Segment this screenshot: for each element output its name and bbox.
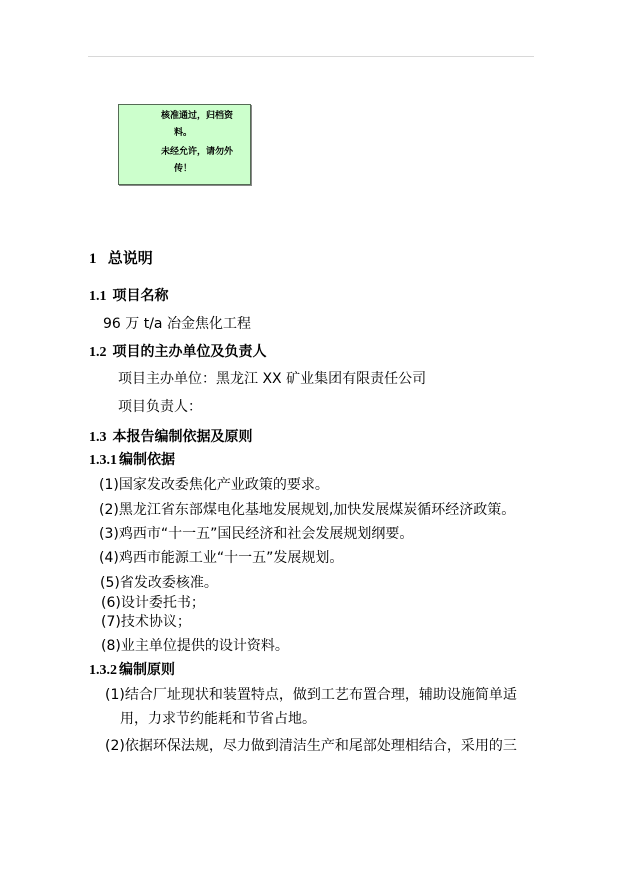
stamp-line: 核准通过，归档资 — [161, 111, 234, 121]
basis-item: (6)设计委托书； — [101, 595, 205, 611]
principle-item: (1)结合厂址现状和装置特点，做到工艺布置合理，辅助设施简单适 — [105, 687, 517, 703]
basis-item: (2)黑龙江省东部煤电化基地发展规划,加快发展煤炭循环经济政策。 — [99, 502, 516, 518]
principle-item: 用，力求节约能耗和节省占地。 — [120, 711, 316, 727]
sponsor-unit: 项目主办单位：黑龙江 XX 矿业集团有限责任公司 — [118, 371, 427, 387]
stamp-line: 传！ — [174, 164, 193, 174]
header-rule — [88, 56, 534, 57]
stamp-line: 未经允许，请勿外 — [161, 147, 234, 157]
principle-item: (2)依据环保法规，尽力做到清洁生产和尾部处理相结合，采用的三 — [105, 738, 517, 754]
heading-1: 1 总说明 — [89, 249, 153, 267]
heading-1-3: 1.3 本报告编制依据及原则 — [89, 429, 253, 445]
basis-item: (3)鸡西市“十一五”国民经济和社会发展规划纲要。 — [99, 526, 414, 542]
stamp-line: 料。 — [174, 128, 193, 138]
project-name: 96 万 t/a 冶金焦化工程 — [103, 316, 251, 332]
basis-item: (7)技术协议； — [101, 614, 191, 630]
basis-item: (4)鸡西市能源工业“十一五”发展规划。 — [99, 550, 344, 566]
heading-1-3-2: 1.3.2 编制原则 — [89, 662, 175, 678]
approval-stamp — [118, 104, 251, 185]
basis-item: (5)省发改委核准。 — [100, 575, 218, 591]
basis-item: (1)国家发改委焦化产业政策的要求。 — [99, 477, 329, 493]
heading-1-1: 1.1 项目名称 — [89, 288, 169, 304]
heading-1-2: 1.2 项目的主办单位及负责人 — [89, 344, 267, 360]
basis-item: (8)业主单位提供的设计资料。 — [101, 638, 289, 654]
project-leader: 项目负责人： — [118, 399, 202, 415]
heading-1-3-1: 1.3.1 编制依据 — [89, 452, 175, 468]
